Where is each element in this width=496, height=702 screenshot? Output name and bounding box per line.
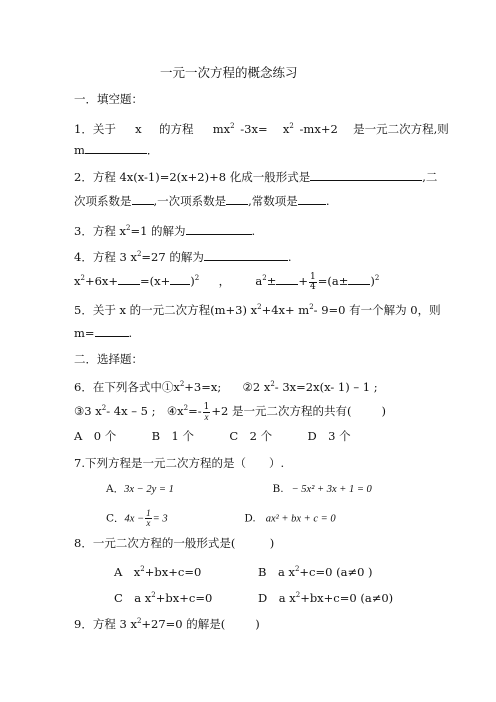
q1-text: ． bbox=[146, 143, 159, 157]
answer-blank[interactable] bbox=[170, 274, 190, 285]
answer-blank[interactable] bbox=[132, 194, 154, 205]
section-fill-in: 一．填空题： bbox=[74, 92, 143, 106]
question-6-line-1 bbox=[74, 377, 378, 394]
q1-var: x bbox=[135, 122, 142, 136]
q4-text: =(a± bbox=[317, 274, 349, 288]
question-8-option-a[interactable]: A $x^2+bx+c=0$ bbox=[114, 565, 202, 579]
q6-text: +2 是一元二次方程的共有( bbox=[211, 404, 352, 418]
q6-text: ③3 x bbox=[74, 404, 102, 418]
q1-text: 的方程 bbox=[158, 122, 194, 136]
q6-text: ④x bbox=[166, 404, 184, 418]
answer-blank[interactable] bbox=[348, 274, 370, 285]
superscript-2: 2 bbox=[140, 565, 145, 573]
q1-term: -mx+2 bbox=[299, 122, 338, 136]
q1-term: -3x= bbox=[240, 122, 268, 136]
answer-blank[interactable] bbox=[226, 194, 248, 205]
q9-text: 9．方程 3 x bbox=[74, 617, 137, 631]
q2-text: 次项系数是 bbox=[74, 194, 132, 208]
section-multiple-choice: 二．选择题： bbox=[74, 352, 143, 366]
q3-text: . bbox=[251, 224, 256, 238]
answer-blank[interactable] bbox=[298, 194, 326, 205]
q2-text: ,一次项系数是 bbox=[153, 194, 227, 208]
option-d-expression: ax² + bx + c = 0 bbox=[265, 513, 336, 525]
superscript-2: 2 bbox=[294, 565, 300, 573]
superscript-2: 2 bbox=[125, 224, 131, 232]
q4-text: +6x+ bbox=[84, 274, 119, 288]
question-3 bbox=[74, 221, 255, 238]
q6-text: - 3x=2x(x- 1) – 1 ; bbox=[274, 380, 378, 394]
q4-text: . bbox=[287, 250, 292, 264]
q1-var: m bbox=[74, 143, 85, 157]
superscript-2: 2 bbox=[270, 380, 275, 388]
option-a-expression: 3x − 2y = 1 bbox=[124, 484, 174, 495]
question-1-line-1 bbox=[74, 119, 449, 136]
answer-blank[interactable] bbox=[85, 143, 147, 154]
q6-text: ②2 x bbox=[242, 380, 271, 394]
answer-blank[interactable] bbox=[186, 224, 252, 235]
q2-text: ,常数项是 bbox=[248, 194, 298, 208]
option-c[interactable]: C 2 个 bbox=[229, 429, 273, 443]
superscript-2: 2 bbox=[309, 303, 314, 311]
option-a[interactable]: A． bbox=[106, 483, 125, 495]
q5-text: . bbox=[128, 326, 133, 340]
q5-text: 5．关于 x 的一元二次方程(m+3) x bbox=[74, 303, 258, 317]
superscript-2: 2 bbox=[136, 250, 142, 258]
q5-text: - 9=0 有一个解为 0，则 bbox=[313, 303, 441, 317]
superscript-2: 2 bbox=[374, 274, 380, 282]
q2-text: ,二 bbox=[422, 170, 438, 184]
q1-text: 是一元二次方程,则 bbox=[353, 122, 449, 136]
superscript-2: 2 bbox=[101, 404, 107, 412]
option-b[interactable]: B 1 个 bbox=[151, 429, 195, 443]
q4-text: =(x+ bbox=[140, 274, 171, 288]
fraction-one-quarter: $\frac{1}{4}$ bbox=[310, 271, 316, 292]
question-8-option-c[interactable]: C a $x^2+bx+c=0$ bbox=[114, 591, 213, 605]
q6-text: +3=x; bbox=[184, 380, 222, 394]
option-b[interactable]: B. bbox=[272, 483, 284, 495]
question-7-stem: 7.下列方程是一元二次方程的是（ ）. bbox=[74, 456, 285, 470]
option-c-expression: 4x − bbox=[124, 513, 145, 525]
superscript-2: 2 bbox=[179, 380, 185, 388]
answer-blank[interactable] bbox=[95, 326, 129, 337]
q6-text: - 4x – 5 ; bbox=[106, 404, 156, 418]
superscript-2: 2 bbox=[295, 591, 301, 599]
superscript-2: 2 bbox=[194, 274, 200, 282]
q4-text: + bbox=[298, 274, 308, 288]
q6-text: 6．在下列各式中①x bbox=[74, 380, 180, 394]
answer-blank[interactable] bbox=[204, 250, 288, 261]
question-5-line-1 bbox=[74, 300, 441, 317]
page-title: 一元一次方程的概念练习 bbox=[160, 65, 298, 80]
question-8-stem: 8．一元二次方程的一般形式是( ) bbox=[74, 536, 275, 550]
question-8-option-b[interactable]: B a $x^2+c=0$ (a≠0 ) bbox=[258, 565, 373, 579]
q4-var: x bbox=[74, 274, 81, 288]
q9-text: ) bbox=[255, 617, 260, 631]
question-2-line-2 bbox=[74, 194, 329, 208]
question-9 bbox=[74, 614, 260, 631]
superscript-2: 2 bbox=[230, 122, 235, 130]
superscript-2: 2 bbox=[257, 303, 262, 311]
answer-blank[interactable] bbox=[310, 170, 422, 181]
q4-text: ) bbox=[370, 274, 375, 288]
q6-text: =- bbox=[188, 404, 202, 418]
option-a[interactable]: A 0 个 bbox=[74, 429, 117, 443]
q9-text: +27=0 的解是( bbox=[141, 617, 226, 631]
fraction-one-over-x: $\frac{1}{x}$ bbox=[146, 508, 151, 528]
question-4-line-2 bbox=[74, 271, 379, 292]
superscript-2: 2 bbox=[289, 122, 294, 130]
answer-blank[interactable] bbox=[118, 274, 140, 285]
question-5-line-2 bbox=[74, 326, 132, 340]
superscript-2: 2 bbox=[151, 591, 156, 599]
q5-text: m= bbox=[74, 326, 95, 340]
q1-text: 1．关于 bbox=[74, 122, 116, 136]
superscript-2: 2 bbox=[262, 274, 267, 282]
q4-text: ， bbox=[218, 274, 231, 288]
superscript-2: 2 bbox=[183, 404, 189, 412]
q6-text: ) bbox=[381, 404, 386, 418]
option-d[interactable]: D. bbox=[244, 512, 256, 525]
q1-term: x bbox=[282, 122, 290, 136]
q4-text: ) bbox=[190, 274, 195, 288]
fraction-one-over-x: $\frac{1}{x}$ bbox=[203, 401, 210, 422]
q2-text: . bbox=[325, 194, 330, 208]
option-b-expression: − 5x² + 3x + 1 = 0 bbox=[291, 484, 372, 495]
question-2-line-1 bbox=[74, 170, 437, 184]
q4-var: a bbox=[255, 274, 263, 288]
option-c-expression: = 3 bbox=[152, 513, 168, 525]
question-7-options-cd bbox=[106, 509, 336, 528]
question-1-line-2 bbox=[74, 143, 158, 157]
superscript-2: 2 bbox=[80, 274, 85, 282]
answer-blank[interactable] bbox=[276, 274, 298, 285]
q1-term: mx bbox=[212, 122, 231, 136]
option-d[interactable]: D 3 个 bbox=[307, 429, 351, 443]
q4-text: 4．方程 3 x bbox=[74, 250, 137, 264]
question-4-line-1 bbox=[74, 247, 292, 264]
q2-text: 2．方程 4x(x-1)=2(x+2)+8 化成一般形式是 bbox=[74, 170, 311, 184]
superscript-2: 2 bbox=[136, 617, 142, 625]
q4-text: ± bbox=[266, 274, 277, 288]
q4-text: =27 的解为 bbox=[141, 250, 204, 264]
question-6-options bbox=[74, 429, 351, 443]
q3-text: 3．方程 x bbox=[74, 224, 126, 238]
question-6-line-2 bbox=[74, 401, 386, 422]
q3-text: =1 的解为 bbox=[130, 224, 186, 238]
question-7-options-ab bbox=[106, 482, 372, 497]
option-c[interactable]: C． bbox=[106, 512, 125, 525]
question-8-option-d[interactable]: D a $x^2+bx+c=0$ (a≠0) bbox=[258, 591, 394, 605]
q5-text: +4x+ m bbox=[261, 303, 310, 317]
